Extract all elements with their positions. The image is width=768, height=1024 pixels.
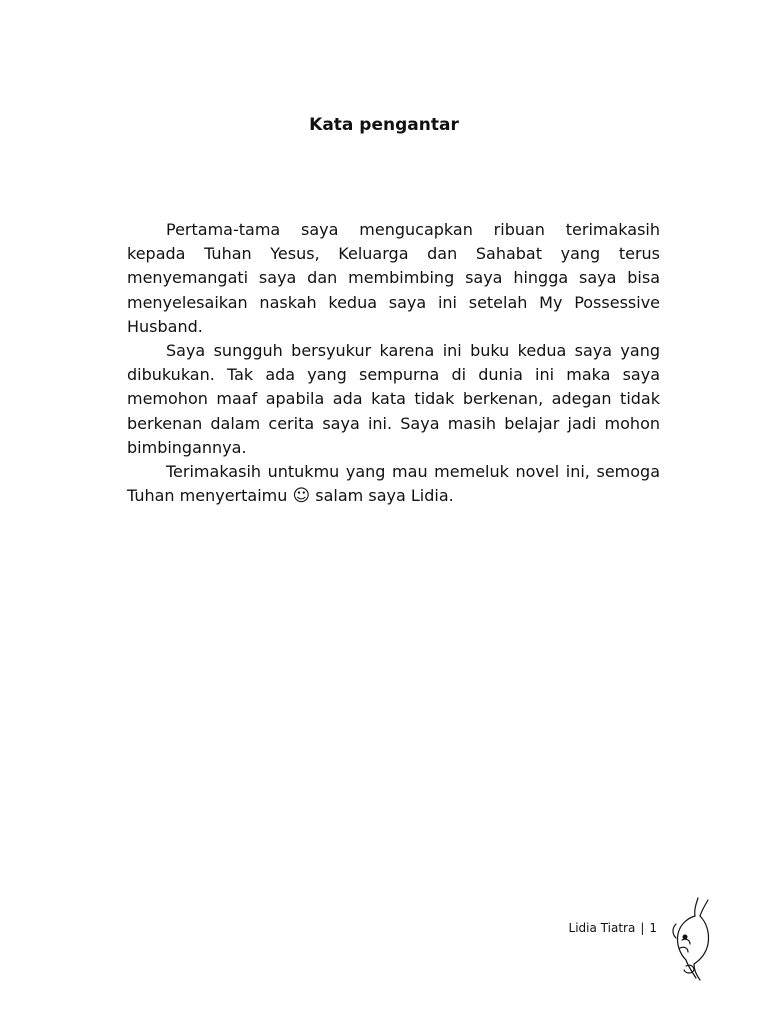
page-footer [569,919,657,937]
paragraph-2 [127,339,660,460]
smiley-icon: ☺ [292,486,311,507]
hand-holding-flower-icon [668,894,716,984]
page-title: Kata pengantar [309,115,459,135]
paragraph-1-text: Pertama-tama saya mengucapkan ribuan terimakasih kepada Tuhan Yesus, Keluarga dan Sahabat yang terus menyemangati saya dan membimbing saya hingga saya bisa menyelesaikan naskah kedua saya ini setelah My Possessive Husband. [127,220,660,336]
paragraph-3-text: Terimakasih untukmu yang mau memeluk novel ini, semoga Tuhan menyertaimu [127,462,660,506]
paragraph-3 [127,460,660,508]
page-number: 1 [649,921,657,935]
paragraph-3-closing: salam saya Lidia. [310,486,454,506]
paragraph-2-text: Saya sungguh bersyukur karena ini buku kedua saya yang dibukukan. Tak ada yang sempurna di dunia ini maka saya memohon maaf apabila ada kata tidak berkenan, adegan tidak berkenan dalam cerita saya ini. Saya masih belajar jadi mohon bimbingannya. [127,341,660,457]
paragraph-1 [127,218,660,339]
footer-author: Lidia Tiatra [568,921,636,935]
footer-separator: | [640,921,645,935]
preface-body [127,218,660,508]
